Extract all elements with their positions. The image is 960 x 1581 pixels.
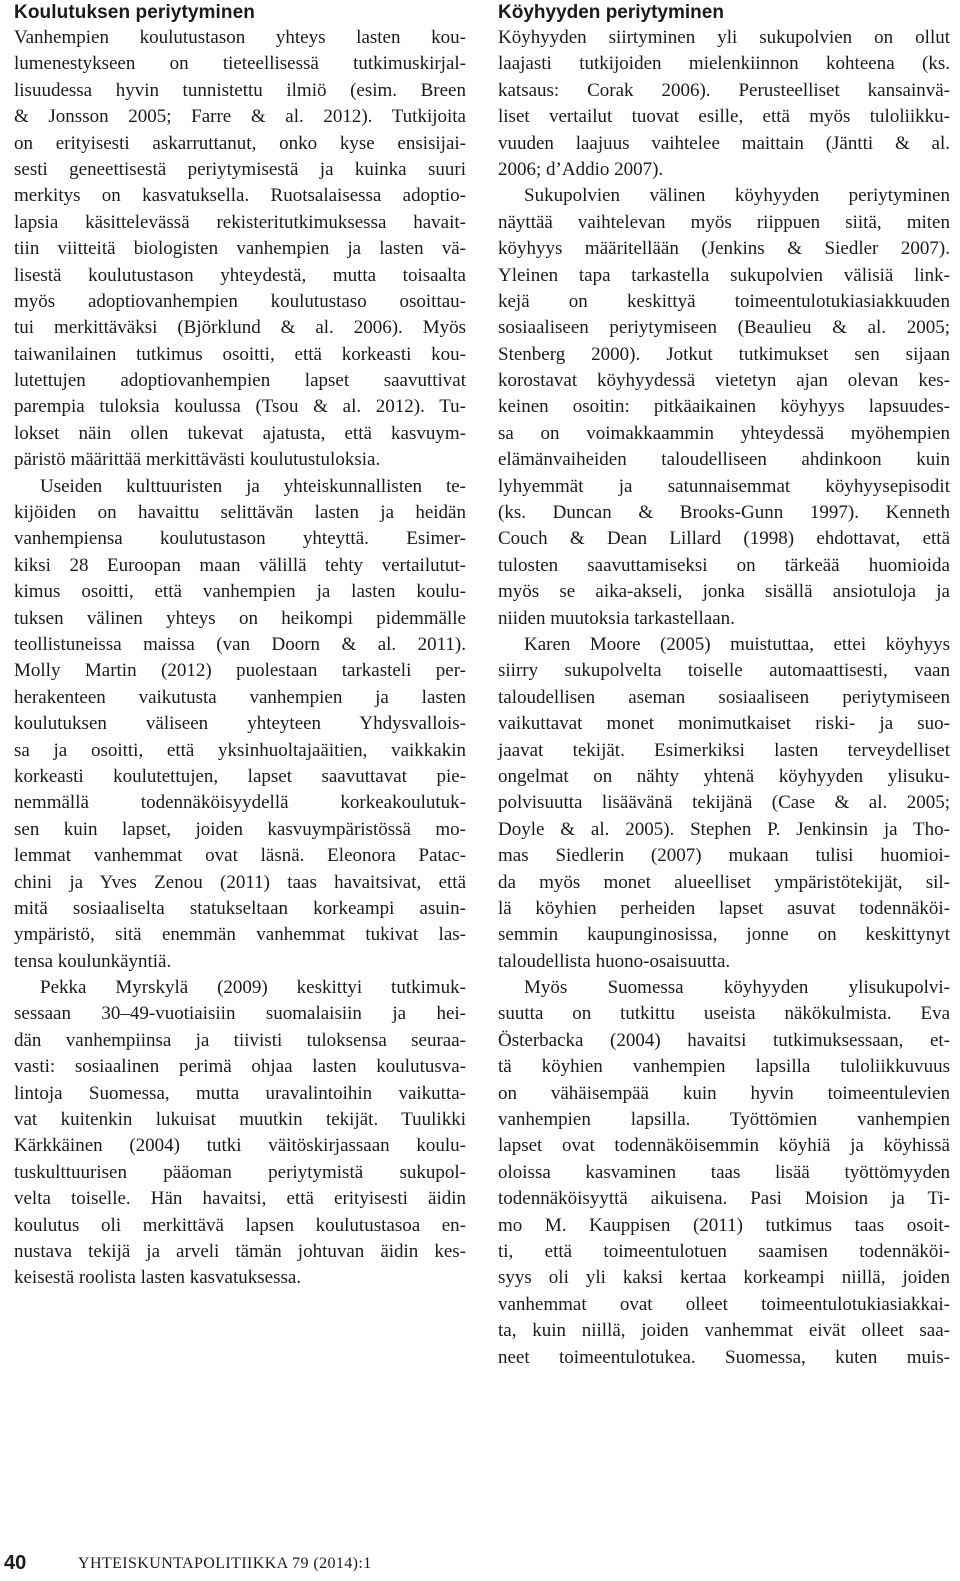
text-line: korostavat köyhyydessä vietetyn ajan olevan kes- [498,370,950,392]
text-line: Couch & Dean Lillard (1998) ehdottavat, että [498,528,950,550]
journal-title: YHTEISKUNTAPOLITIIKKA 79 (2014):1 [78,1555,372,1572]
text-line: vuuden laajuus vaihtelee maittain (Jäntti & al. [498,132,950,154]
text-line: kijöiden on havaittu selittävän lasten ja heidän [14,502,466,524]
text-line: jaavat tekijät. Esimerkiksi lasten terveydelliset [498,739,950,761]
text-line: koulutus oli merkittävä lapsen koulutustasoa en- [14,1214,466,1236]
text-line: katsaus: Corak 2006). Perusteelliset kansainvä- [498,79,950,101]
section-heading-education: Koulutuksen periytyminen [14,2,255,23]
text-line: todennäköisyyttä aikuisena. Pasi Moision ja Ti- [498,1188,950,1210]
text-line: tuskulttuurisen pääoman periytymistä sukupol- [14,1161,466,1183]
text-line: lyhyemmät ja satunnaisemmat köyhyysepisodit [498,475,950,497]
text-line: oloissa kasvaminen taas lisää työttömyyden [498,1161,950,1183]
text-line: on vähäisempää kuin hyvin toimeentulevien [498,1082,950,1104]
text-line: Stenberg 2000). Jotkut tutkimukset sen sijaan [498,343,950,365]
paragraph [14,25,466,474]
text-line: dän vanhempiinsa ja tiivisti tuloksensa seuraa- [14,1029,466,1051]
right-column [498,0,950,1371]
text-line: lemmat vanhemmat ovat läsnä. Eleonora Patac- [14,845,466,867]
text-line: köyhyys määritellään (Jenkins & Siedler 2007). [498,238,950,260]
text-line: syys oli yli kaksi kertaa korkeampi niillä, joiden [498,1267,950,1289]
text-line: mas Siedlerin (2007) mukaan tulisi huomioi- [498,845,950,867]
text-line: Vanhempien koulutustason yhteys lasten kou- [14,27,466,48]
text-line: lapset ovat todennäköisemmin köyhiä ja köyhissä [498,1135,950,1157]
text-line: Myös Suomessa köyhyyden ylisukupolvi- [524,977,950,999]
text-line: parempia tuloksia koulussa (Tsou & al. 2012). Tu- [14,396,466,418]
text-line: keisestä roolista lasten kasvatuksessa. [14,1267,302,1289]
text-line: taiwanilainen tutkimus osoitti, että korkeasti kou- [14,343,466,365]
text-line: kiksi 28 Euroopan maan välillä tehty vertailutut- [14,554,466,576]
text-line: Österbacka (2004) havaitsi tutkimuksessaan, et- [498,1029,950,1051]
text-line: 2006; d’Addio 2007). [498,158,664,180]
text-line: (ks. Duncan & Brooks-Gunn 1997). Kenneth [498,502,950,524]
text-line: & Jonsson 2005; Farre & al. 2012). Tutkijoita [14,106,466,128]
text-line: tä köyhien vanhempien lapsilla tuloliikkuvuus [498,1056,950,1078]
text-line: da myös monet alueelliset ympäristötekijät, sil- [498,871,950,893]
text-line: lisestä koulutustason yhteydestä, mutta toisaalta [14,264,466,286]
text-line: Sukupolvien välinen köyhyyden periytyminen [524,185,950,207]
text-line: lintoja Suomessa, mutta uravalintoihin vaikutta- [14,1082,466,1104]
text-line: vanhempien lapsilla. Työttömien vanhempien [498,1109,950,1131]
text-line: teollistuneissa maissa (van Doorn & al. 2011). [14,633,466,655]
page-number: 40 [4,1552,27,1574]
text-line: näyttää vaihtelevan myös riippuen siitä, miten [498,211,950,233]
text-line: tensa koulunkäyntiä. [14,950,172,972]
text-line: Kärkkäinen (2004) tutki väitöskirjassaan koulu- [14,1135,466,1157]
text-line: Köyhyyden siirtyminen yli sukupolvien on ollut [498,27,950,48]
section-heading-poverty: Köyhyyden periytyminen [498,2,724,23]
text-line: vanhemmat ovat olleet toimeentulotukiasiakkai- [498,1293,950,1315]
text-line: vasti: sosiaalinen perimä ohjaa lasten koulutusva- [14,1056,466,1078]
text-line: taloudellista huono-osaisuutta. [498,950,731,972]
text-line: koulutuksen väliseen yhteyteen Yhdysvallois- [14,713,466,735]
text-line: nustava tekijä ja arveli tämän johtuvan äidin kes- [14,1240,466,1262]
paragraph [498,632,950,975]
text-line: myös adoptiovanhempien koulutustaso osoittau- [14,290,466,312]
text-line: Karen Moore (2005) muistuttaa, ettei köyhyys [524,633,950,655]
text-line: ongelmat on nähty yhtenä köyhyyden ylisuku- [498,765,950,787]
text-line: ympäristö, sitä enemmän vanhemmat tukivat las- [14,924,466,946]
text-line: liset vertailut tuovat esille, että myös tuloliikku- [498,106,950,128]
text-line: vat kuitenkin lukuisat muutkin tekijät. Tuulikki [14,1109,466,1131]
text-line: tui merkittäväksi (Björklund & al. 2006). Myös [14,317,466,339]
text-line: mo M. Kauppisen (2011) tutkimus taas osoit- [498,1214,950,1236]
text-line: lisuudessa hyvin tunnistettu ilmiö (esim. Breen [14,79,466,101]
paragraph [14,474,466,975]
text-line: tiin viitteitä biologisten vanhempien ja lasten vä- [14,238,466,260]
text-line: lumenestykseen on tieteellisessä tutkimuskirjal- [14,53,466,75]
text-line: on erityisesti askarruttanut, onko kyse ensisijai- [14,132,466,154]
text-line: ti, että toimeentulotuen saamisen todennäköi- [498,1240,950,1262]
text-line: lapsia käsittelevässä rekisteritutkimuksessa havait- [14,211,466,233]
text-line: Useiden kulttuuristen ja yhteiskunnallisten te- [40,475,466,497]
text-line: myös se aika-akseli, jonka sisällä ansiotuloja ja [498,581,950,603]
text-line: polvisuutta lisäävänä tekijänä (Case & al. 2005; [498,792,950,814]
text-line: niiden muutoksia tarkastellaan. [498,607,735,629]
text-line: siirry sukupolvelta toiselle automaattisesti, vaan [498,660,950,682]
paragraph [498,25,950,183]
text-line: neet toimeentulotukea. Suomessa, kuten muis- [498,1346,950,1368]
text-line: tuksen välinen yhteys on heikompi pidemmälle [14,607,466,629]
text-line: taloudellisen aseman sosiaaliseen periytymiseen [498,686,950,708]
text-line: Pekka Myrskylä (2009) keskittyi tutkimuk- [40,977,466,999]
text-line: sa ja osoitti, että yksinhuoltajaäitien, vaikkakin [14,739,466,761]
paragraph [498,975,950,1371]
text-line: vanhempiensa koulutustason yhteyttä. Esimer- [14,528,466,550]
text-line: laajasti tutkijoiden mielenkiinnon kohteena (ks. [498,53,950,75]
paragraph [498,183,950,632]
text-line: vaikuttavat monet monimutkaiset riski- ja suo- [498,713,950,735]
text-line: lokset näin ollen tukevat ajatusta, että kasvuym- [14,422,466,444]
left-column [14,0,466,1292]
text-line: elämänvaiheiden taloudelliseen ahdinkoon kuin [498,449,950,471]
text-line: kejä on keskittyä toimeentulotukiasiakkuuden [498,290,950,312]
text-line: päristö määrittää merkittävästi koulutustuloksia. [14,449,381,471]
paragraph [14,975,466,1292]
text-line: sen kuin lapset, joiden kasvuympäristössä mo- [14,818,466,840]
text-line: lä köyhien perheiden lapset asuvat todennäköi- [498,897,950,919]
text-line: Molly Martin (2012) puolestaan tarkasteli per- [14,660,466,682]
text-line: ta, kuin niillä, joiden vanhemmat eivät olleet saa- [498,1320,950,1342]
text-line: mitä sosiaaliselta statukseltaan korkeampi asuin- [14,897,466,919]
text-line: Yleinen tapa tarkastella sukupolvien välisiä link- [498,264,950,286]
text-line: suutta on tutkittu useista näkökulmista. Eva [498,1003,950,1025]
text-line: tulosten saavuttamiseksi on tärkeää huomioida [498,554,950,576]
text-line: herakenteen vaikutusta vanhempien ja lasten [14,686,466,708]
text-line: velta toiselle. Hän havaitsi, että erityisesti äidin [14,1188,466,1210]
text-line: keinen osoitin: pitkäaikainen köyhyys lapsuudes- [498,396,950,418]
text-line: sa on voimakkaammin yhteydessä myöhempien [498,422,950,444]
text-line: lutettujen adoptiovanhempien lapset saavuttivat [14,370,466,392]
text-line: sessaan 30–49-vuotiaisiin suomalaisiin ja hei- [14,1003,466,1025]
text-line: semmin kaupunginosissa, jonne on keskittynyt [498,924,950,946]
text-line: korkeasti koulutettujen, lapset saavuttavat pie- [14,765,466,787]
text-line: sesti geneettisestä periytymisestä ja kuinka suuri [14,158,466,180]
text-line: chini ja Yves Zenou (2011) taas havaitsivat, että [14,871,466,893]
text-line: Doyle & al. 2005). Stephen P. Jenkinsin ja Tho- [498,818,950,840]
text-line: kimus osoitti, että vanhempien ja lasten koulu- [14,581,466,603]
page-footer [0,1548,960,1581]
text-line: sosiaaliseen periytymiseen (Beaulieu & al. 2005; [498,317,950,339]
text-line: merkitys on kasvatuksella. Ruotsalaisessa adoptio- [14,185,466,207]
text-line: nemmällä todennäköisyydellä korkeakoulutuk- [14,792,466,814]
